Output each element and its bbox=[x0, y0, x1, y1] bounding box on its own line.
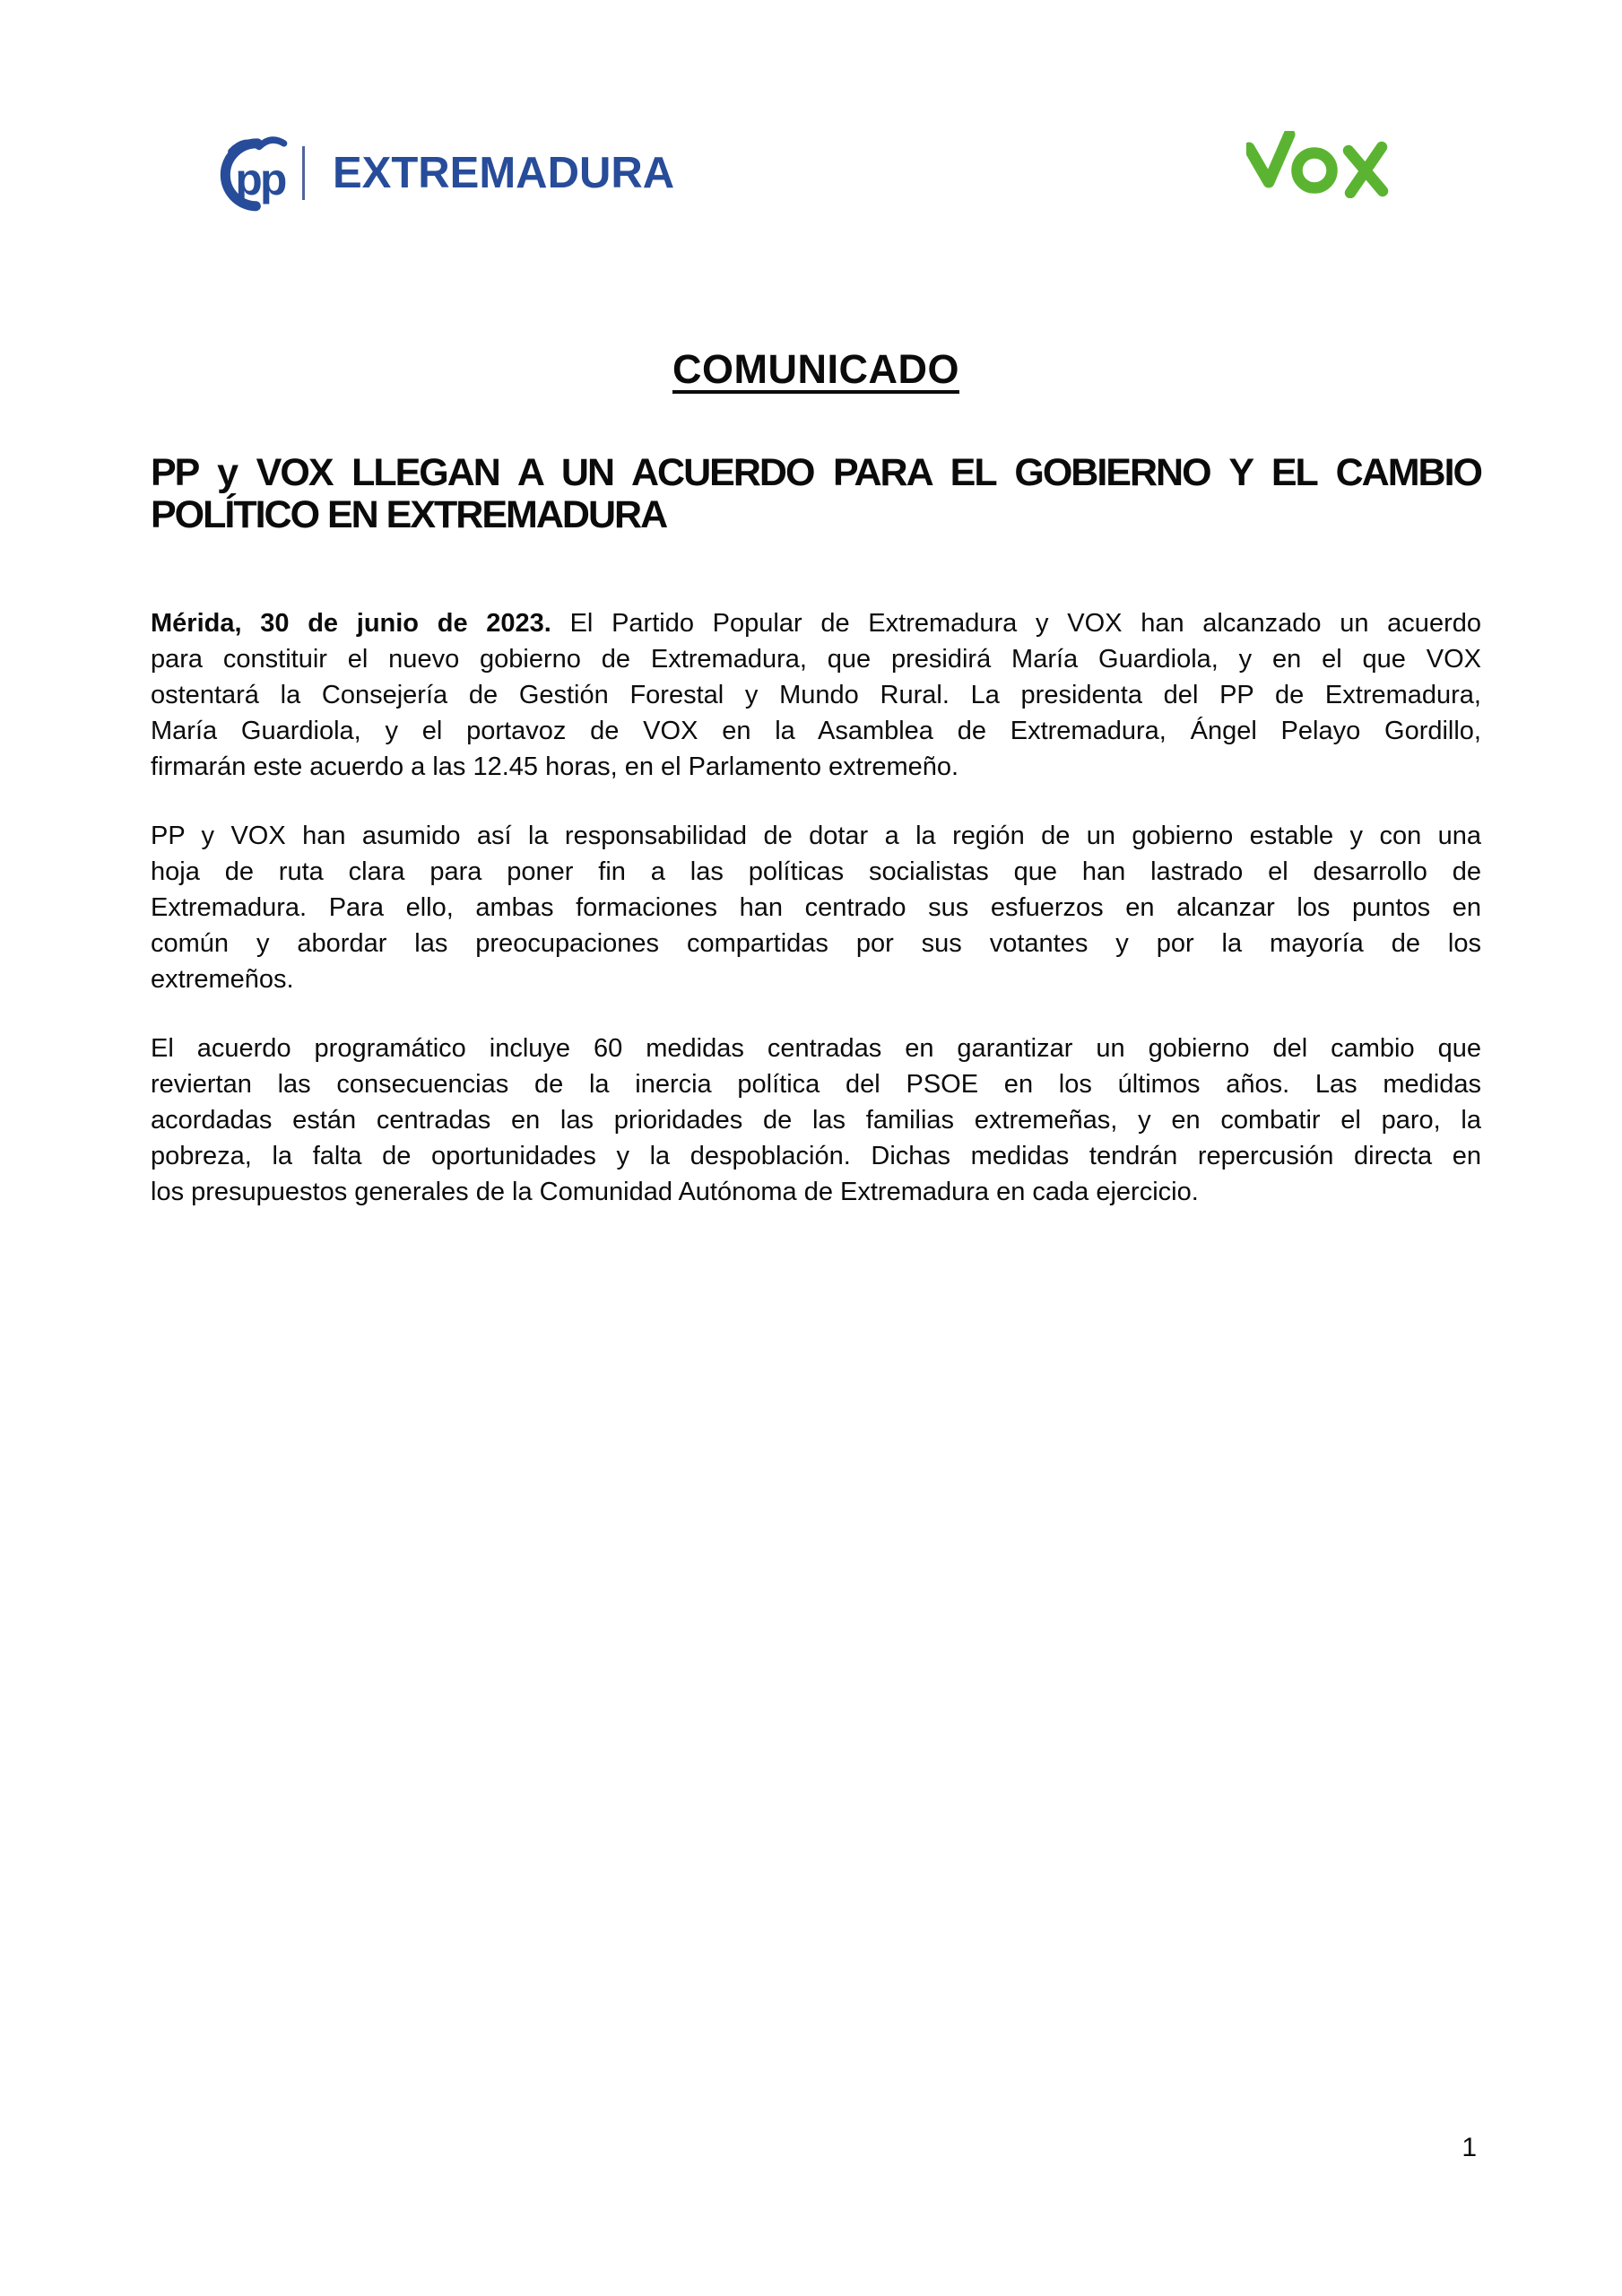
text-run: firmarán este acuerdo a las 12.45 horas, en el Parlamento extremeño. bbox=[151, 752, 959, 781]
headline-line: POLÍTICO EN EXTREMADURA bbox=[151, 493, 667, 536]
text-run: El Partido Popular de Extremadura y VOX han alcanzado un acuerdo bbox=[551, 609, 1481, 638]
paragraph-line bbox=[151, 1031, 1481, 1066]
paragraph-line bbox=[151, 818, 1481, 854]
paragraph-line bbox=[151, 749, 1481, 785]
text-run: acordadas están centradas en las prioridades de las familias extremeñas, y en combatir el paro, la bbox=[151, 1106, 1481, 1135]
text-run: reviertan las consecuencias de la inercia política del PSOE en los últimos años. Las medidas bbox=[151, 1070, 1481, 1099]
pp-logo-icon bbox=[208, 131, 291, 215]
paragraph-line bbox=[151, 890, 1481, 926]
paragraph-line bbox=[151, 854, 1481, 890]
text-run: El acuerdo programático incluye 60 medidas centradas en garantizar un gobierno del cambio que bbox=[151, 1034, 1481, 1063]
paragraph-line bbox=[151, 926, 1481, 961]
paragraph-line bbox=[151, 641, 1481, 677]
pp-logo-region-text: EXTREMADURA bbox=[333, 149, 675, 197]
text-run: Extremadura. Para ello, ambas formaciones han centrado sus esfuerzos en alcanzar los puntos en bbox=[151, 893, 1481, 922]
paragraph-line bbox=[151, 961, 1481, 997]
paragraph-line bbox=[151, 605, 1481, 641]
text-run: para constituir el nuevo gobierno de Extremadura, que presidirá María Guardiola, y en el que VOX bbox=[151, 645, 1481, 674]
text-run: común y abordar las preocupaciones compartidas por sus votantes y por la mayoría de los bbox=[151, 929, 1481, 958]
text-run: extremeños. bbox=[151, 965, 294, 994]
paragraph-line bbox=[151, 713, 1481, 749]
page-number: 1 bbox=[1462, 2133, 1477, 2162]
paragraph-line bbox=[151, 1174, 1481, 1210]
text-run: los presupuestos generales de la Comunidad Autónoma de Extremadura en cada ejercicio. bbox=[151, 1178, 1199, 1206]
text-run: María Guardiola, y el portavoz de VOX en la Asamblea de Extremadura, Ángel Pelayo Gordillo, bbox=[151, 717, 1481, 745]
paragraph bbox=[151, 605, 1481, 785]
text-run: hoja de ruta clara para poner fin a las políticas socialistas que han lastrado el desarrollo de bbox=[151, 857, 1481, 886]
headline-line: PP y VOX LLEGAN A UN ACUERDO PARA EL GOBIERNO Y EL CAMBIO bbox=[151, 451, 1481, 494]
logo-divider bbox=[302, 146, 305, 200]
paragraph-line bbox=[151, 1102, 1481, 1138]
text-run: pobreza, la falta de oportunidades y la despoblación. Dichas medidas tendrán repercusión directa en bbox=[151, 1142, 1481, 1170]
paragraph-line bbox=[151, 1138, 1481, 1174]
paragraph-line bbox=[151, 1066, 1481, 1102]
paragraph-line bbox=[151, 677, 1481, 713]
headline bbox=[151, 452, 1481, 536]
text-run: PP y VOX han asumido así la responsabilidad de dotar a la región de un gobierno estable y con una bbox=[151, 822, 1481, 850]
text-run: ostentará la Consejería de Gestión Forestal y Mundo Rural. La presidenta del PP de Extremadura, bbox=[151, 681, 1481, 709]
bold-text-run: Mérida, 30 de junio de 2023. bbox=[151, 609, 551, 638]
paragraph bbox=[151, 818, 1481, 997]
vox-logo-icon bbox=[1246, 131, 1390, 198]
svg-text:pp: pp bbox=[235, 153, 285, 204]
body-text bbox=[151, 605, 1481, 1243]
paragraph bbox=[151, 1031, 1481, 1210]
document-title: COMUNICADO bbox=[672, 346, 959, 392]
